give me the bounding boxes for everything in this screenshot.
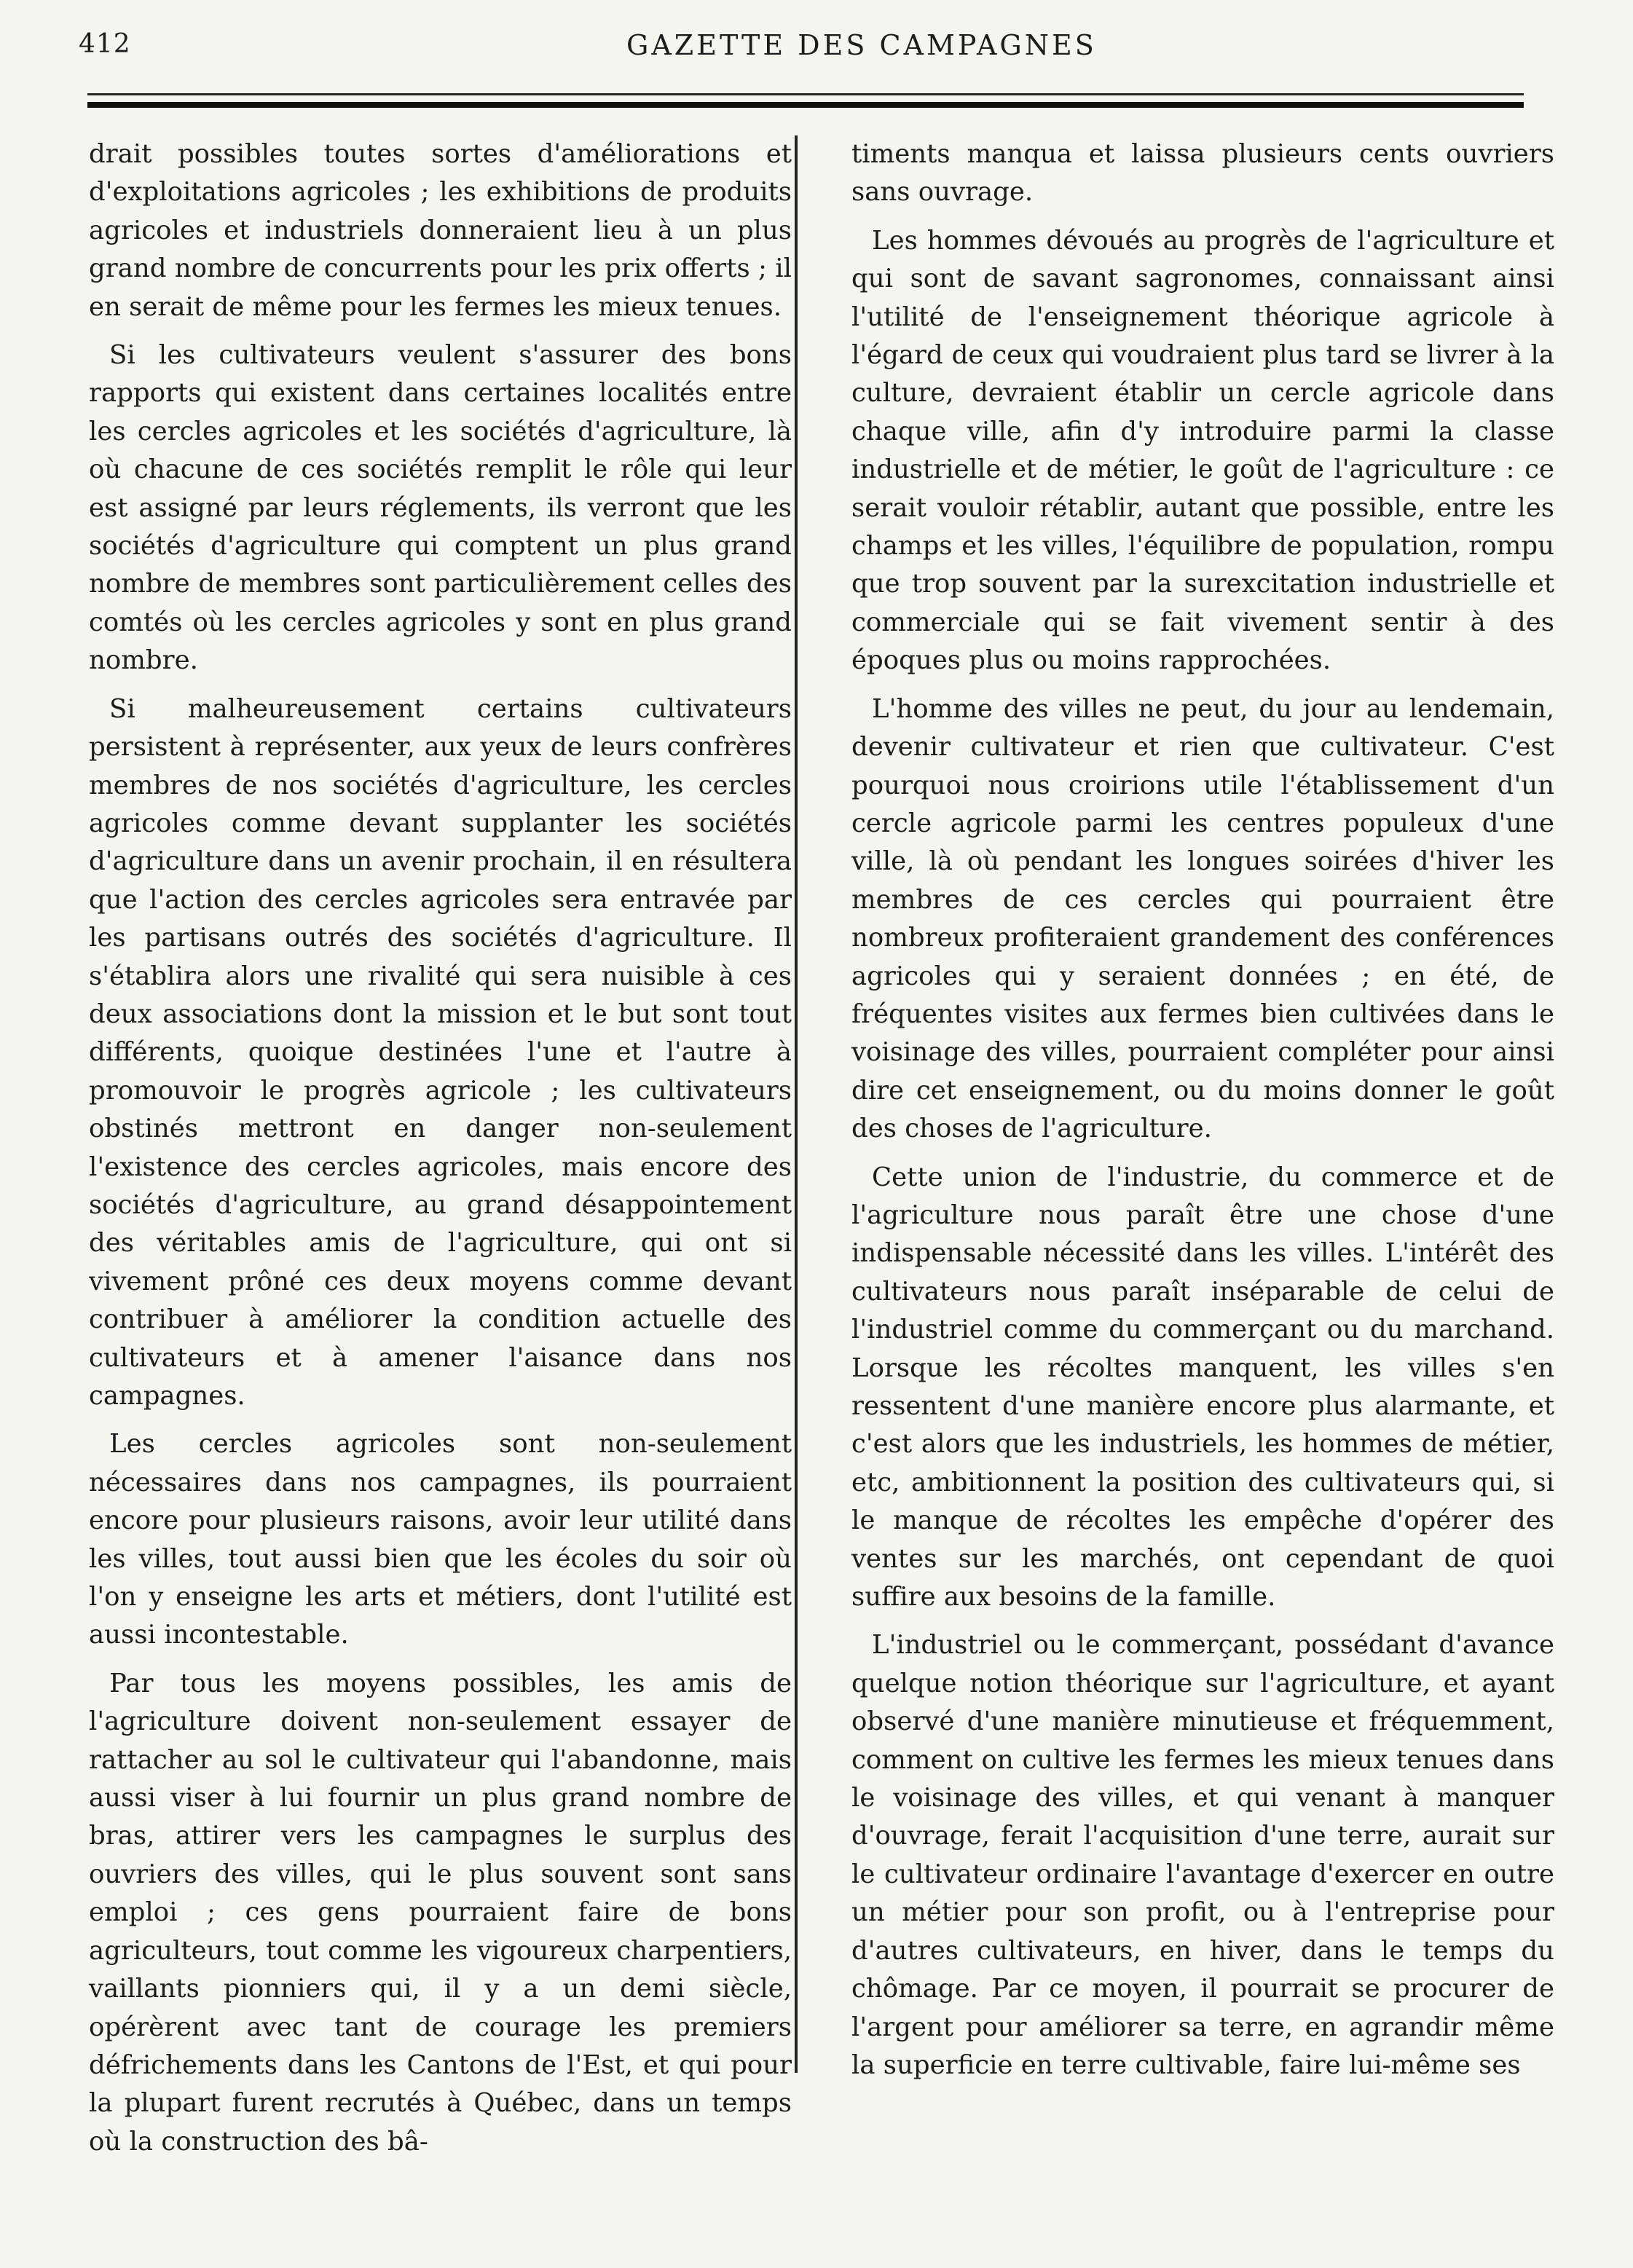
header-rule-thin [87, 93, 1524, 95]
paragraph: Si malheureusement certains cultivateurs persistent à représenter, aux yeux de leurs confrères membres de nos sociétés d'agriculture, les cercles agricoles comme devant supplanter les sociétés d'agriculture dans un avenir prochain, il en résultera que l'action des cercles agricoles sera entravée par les partisans outrés des sociétés d'agriculture. Il s'établira alors une rivalité qui sera nuisible à ces deux associations dont la mission et le but sont tout différents, quoique destinées l'une et l'autre à promouvoir le progrès agricole ; les cultivateurs obstinés mettront en danger non-seulement l'existence des cercles agricoles, mais encore des sociétés d'agriculture, au grand désappointement des véritables amis de l'agriculture, qui ont si vivement prôné ces deux moyens comme devant contribuer à améliorer la condition actuelle des cultivateurs et à amener l'aisance dans nos campagnes. [89, 693, 792, 1411]
page-number: 412 [79, 29, 131, 59]
paragraph: L'homme des villes ne peut, du jour au lendemain, devenir cultivateur et rien que cultivateur. C'est pourquoi nous croirions utile l'établissement d'un cercle agricole parmi les centres populeux d'une ville, là où pendant les longues soirées d'hiver les membres de ces cercles qui pourraient être nombreux profiteraient grandement des conférences agricoles qui y seraient données ; en été, de fréquentes visites aux fermes bien cultivées dans le voisinage des villes, pourraient compléter pour ainsi dire cet enseignement, ou du moins donner le goût des choses de l'agriculture. [851, 693, 1554, 1144]
paragraph: Les hommes dévoués au progrès de l'agriculture et qui sont de savant sagronomes, connaissant ainsi l'utilité de l'enseignement théorique agricole à l'égard de ceux qui voudraient plus tard se livrer à la culture, devraient établir un cercle agricole dans chaque ville, afin d'y introduire parmi la classe industrielle et de métier, le goût de l'agriculture : ce serait vouloir rétablir, autant que possible, entre les champs et les villes, l'équilibre de population, rompu que trop souvent par la surexcitation industrielle et commerciale qui se fait vivement sentir à des époques plus ou moins rapprochées. [851, 225, 1554, 676]
running-title: GAZETTE DES CAMPAGNES [626, 29, 1097, 61]
paragraph: Si les cultivateurs veulent s'assurer des bons rapports qui existent dans certaines localités entre les cercles agricoles et les sociétés d'agriculture, là où chacune de ces sociétés remplit le rôle qui leur est assigné par leurs réglements, ils verront que les sociétés d'agriculture qui comptent un plus grand nombre de membres sont particulièrement celles des comtés où les cercles agricoles y sont en plus grand nombre. [89, 340, 792, 676]
paragraph: Les cercles agricoles sont non-seulement nécessaires dans nos campagnes, ils pourraient encore pour plusieurs raisons, avoir leur utilité dans les villes, tout aussi bien que les écoles du soir où l'on y enseigne les arts et métiers, dont l'utilité est aussi incontestable. [89, 1429, 792, 1650]
paragraph: timents manqua et laissa plusieurs cents ouvriers sans ouvrage. [851, 139, 1554, 208]
paragraph: Cette union de l'industrie, du commerce et de l'agriculture nous paraît être une chose d'une indispensable nécessité dans les villes. L'intérêt des cultivateurs nous paraît inséparable de celui de l'industriel comme du commerçant ou du marchand. Lorsque les récoltes manquent, les villes s'en ressentent d'une manière encore plus alarmante, et c'est alors que les industriels, les hommes de métier, etc, ambitionnent la position des cultivateurs qui, si le manque de récoltes les empêche d'opérer des ventes sur les marchés, ont cependant de quoi suffire aux besoins de la famille. [851, 1162, 1554, 1613]
right-column [851, 135, 1554, 2095]
column-divider [795, 135, 798, 2073]
header-rule-thick [87, 102, 1524, 108]
paragraph: drait possibles toutes sortes d'améliorations et d'exploitations agricoles ; les exhibitions de produits agricoles et industriels donneraient lieu à un plus grand nombre de concurrents pour les prix offerts ; il en serait de même pour les fermes les mieux tenues. [89, 139, 792, 322]
left-column [89, 135, 792, 2171]
paragraph: Par tous les moyens possibles, les amis de l'agriculture doivent non-seulement essayer de rattacher au sol le cultivateur qui l'abandonne, mais aussi viser à lui fournir un plus grand nombre de bras, attirer vers les campagnes le surplus des ouvriers des villes, qui le plus souvent sont sans emploi ; ces gens pourraient faire de bons agriculteurs, tout comme les vigoureux charpentiers, vaillants pionniers qui, il y a un demi siècle, opérèrent avec tant de courage les premiers défrichements dans les Cantons de l'Est, et qui pour la plupart furent recrutés à Québec, dans un temps où la construction des bâ- [89, 1668, 792, 2157]
paragraph: L'industriel ou le commerçant, possédant d'avance quelque notion théorique sur l'agriculture, et ayant observé d'une manière minutieuse et fréquemment, comment on cultive les fermes les mieux tenues dans le voisinage des villes, et qui venant à manquer d'ouvrage, ferait l'acquisition d'une terre, aurait sur le cultivateur ordinaire l'avantage d'exercer en outre un métier pour son profit, ou à l'entreprise pour d'autres cultivateurs, en hiver, dans le temps du chômage. Par ce moyen, il pourrait se procurer de l'argent pour améliorer sa terre, en agrandir même la superficie en terre cultivable, faire lui-même ses [851, 1630, 1554, 2080]
